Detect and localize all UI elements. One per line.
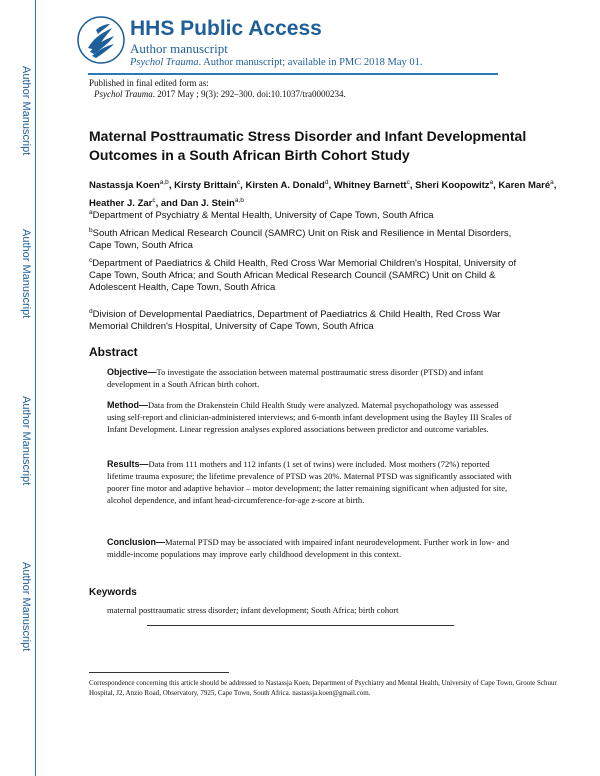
author-sup: c [236,179,241,186]
hhs-subtitle: Author manuscript [130,41,228,56]
conclusion-text: Maternal PTSD may be associated with impaired infant neurodevelopment. Further work in low- and middle-income populations may improve early childhood development in this context. [107,537,510,559]
author-list [89,175,559,211]
author-name: Nastassja Koen [89,180,160,192]
author-sep: , [168,180,175,192]
published-in-label: Published in final edited form as: [89,78,209,88]
abstract-results [107,458,517,506]
affiliation-sup: d [89,308,93,315]
citation [94,89,346,99]
objective-label: Objective— [107,367,157,377]
author-sup: c [406,179,410,186]
author-name: Kirsten A. Donald [245,180,325,192]
sidebar-label-3: Author Manuscript [20,396,32,486]
author [174,180,245,191]
keywords-heading: Keywords [89,587,137,598]
author-sup: a [550,179,554,186]
keywords-divider [147,625,454,626]
results-text-end: -score at birth. [314,495,365,505]
affiliation-sup: a [89,209,93,216]
method-label: Method— [107,400,148,410]
author-sep: , [240,180,246,192]
sidebar-rule [35,0,36,776]
affiliation-text: Department of Psychiatry & Mental Health, University of Cape Town, South Africa [92,210,434,222]
author-name: Heather J. Zar [89,198,153,210]
author [89,180,174,191]
author [334,180,415,191]
citation-text: . 2017 May ; 9(3): 292–300. doi:10.1037/tra0000234. [152,89,346,99]
affiliation-b [89,225,529,252]
sidebar-label-4: Author Manuscript [20,562,32,652]
author-sup: a [489,179,494,186]
author-name: Dan J. Stein [180,198,235,210]
affiliation-text: Department of Paediatrics & Child Health, Red Cross War Memorial Children's Hospital, University of Cape Town, South Africa; and South African Medical Research Council (SAMRC) Unit on Child & Adolescent Health, Cape Town, South Africa [89,258,517,294]
conclusion-label: Conclusion— [107,537,165,547]
article-title: Maternal Posttraumatic Stress Disorder and Infant Developmental Outcomes in a South African Birth Cohort Study [89,128,527,163]
author-sep: , and [155,198,181,210]
sidebar-label-2: Author Manuscript [20,229,32,319]
citation-journal: Psychol Trauma [94,89,153,99]
results-text: Data from 111 mothers and 112 infants (1 set of twins) were included. Most mothers (72%) reported lifetime trauma exposure; the lifetime prevalence of PTSD was 20%. Maternal PTSD was significantly associated with poorer fine motor and adaptive behavior – motor development; the latter remaining significant when adjusted for site, alcohol dependence, and infant head-circumference-for-age [107,459,512,505]
author-name: Karen Maré [498,180,551,192]
affiliation-d [89,306,529,333]
method-text: Data from the Drakenstein Child Health Study were analyzed. Maternal psychopathology was assessed using self-report and clinician-administered interviews; and 6-month infant development using the Bayley III Scales of Infant Development. Linear regression analyses explored associations between predictor and outcome variables. [107,400,512,434]
affiliation-c [89,255,529,294]
hhs-title: HHS Public Access [130,17,322,40]
results-label: Results— [107,459,149,469]
author-name: Kirsty Brittain [174,180,237,192]
objective-text: To investigate the association between maternal posttraumatic stress disorder (PTSD) and infant development in a South African birth cohort. [107,367,484,389]
author-sep: , [328,180,334,192]
author-sup: a,b [234,197,244,205]
author-sep: , [493,180,499,192]
author [498,180,556,191]
hhs-eagle-logo-icon [76,14,126,66]
hhs-availability-text: . Author manuscript; available in PMC 2018 May 01. [198,57,423,68]
hhs-journal: Psychol Trauma [130,57,199,68]
affiliation-sup: b [89,227,93,234]
author-sep: , [553,180,557,192]
affiliation-a [89,207,529,222]
affiliation-text: Division of Developmental Paediatrics, Department of Paediatrics & Child Health, Red Cross War Memorial Children's Hospital, University of Cape Town, South Africa [89,309,501,333]
abstract-heading: Abstract [89,345,138,359]
affiliation-text: South African Medical Research Council (SAMRC) Unit on Risk and Resilience in Mental Disorders, Cape Town, South Africa [89,228,512,252]
correspondence-footnote: Correspondence concerning this article should be addressed to Nastassja Koen, Department of Psychiatry and Mental Health, University of Cape Town, Groote Schuur Hospital, J2, Anzio Road, Observatory, 7925, Cape Town, South Africa. nastassja.koen@gmail.com. [89,679,557,697]
abstract-conclusion [107,536,517,560]
author [415,180,498,191]
results-italic: z [311,495,315,505]
hhs-availability [130,57,423,68]
header-rule [88,73,498,75]
author-name: Whitney Barnett [333,180,407,192]
author-sup: d [324,179,329,186]
footnote-divider [89,672,229,673]
affiliation-sup: c [89,257,93,264]
abstract-method [107,399,517,435]
author-sup: c [152,197,156,205]
author-sup: a,b [159,179,169,186]
keywords-text: maternal posttraumatic stress disorder; infant development; South Africa; birth cohort [107,605,399,615]
author [245,180,333,191]
author-name: Sheri Koopowitz [415,180,490,192]
abstract-objective [107,366,517,390]
author-sep: , [409,180,416,192]
sidebar-label-1: Author Manuscript [20,66,32,156]
